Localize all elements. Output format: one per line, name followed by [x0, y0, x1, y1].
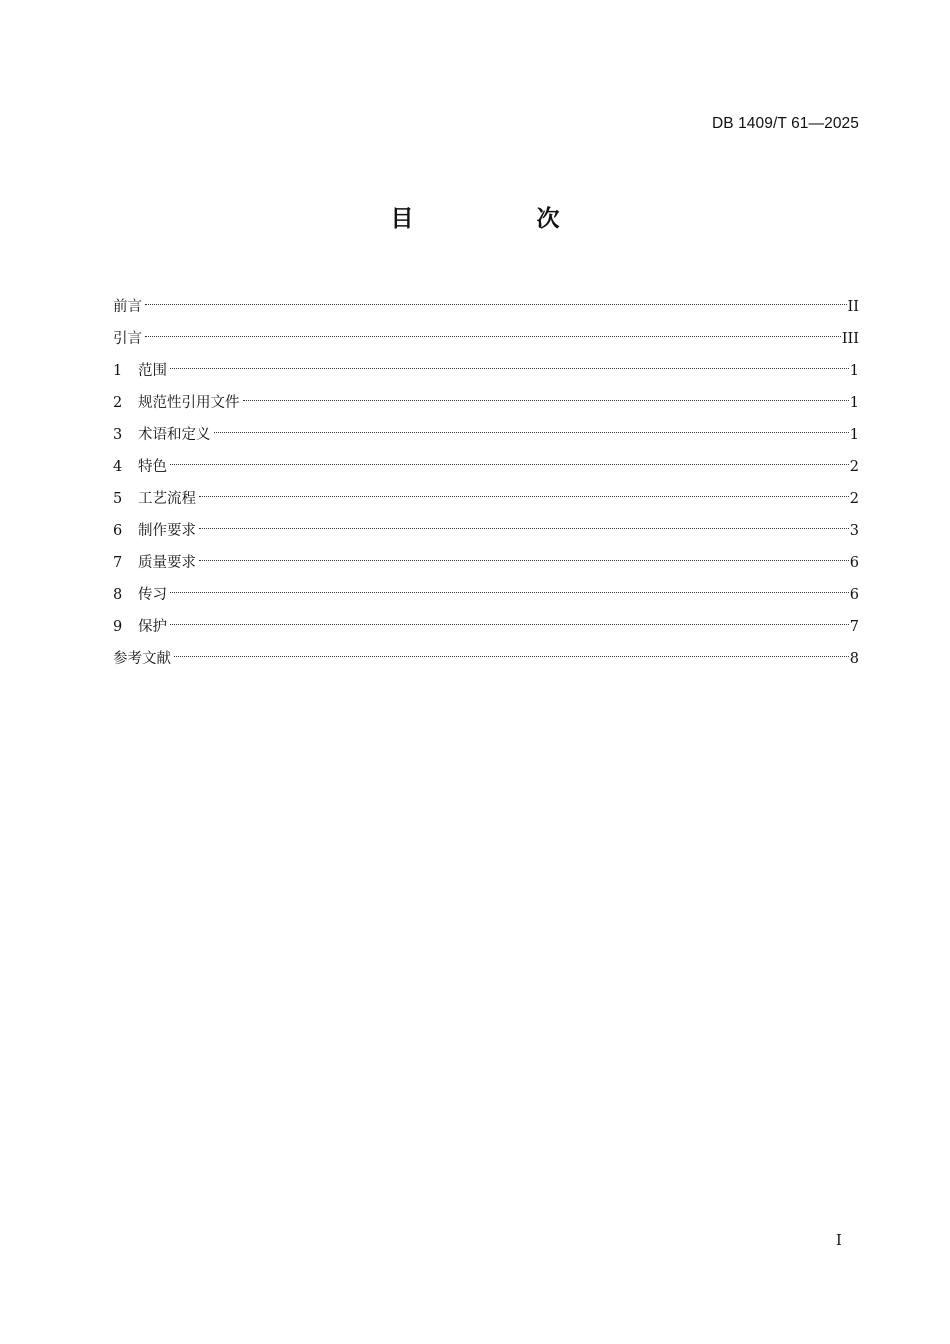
toc-entry-number: 8	[113, 587, 123, 603]
toc-entry-page: 3	[849, 523, 859, 539]
toc-leader-dots	[241, 383, 849, 407]
toc-entry-number: 1	[113, 363, 123, 379]
toc-entry-label: 范围	[138, 363, 167, 379]
toc-entry-number: 6	[113, 523, 123, 539]
toc-leader-dots	[197, 543, 849, 567]
toc-entry-4[interactable]	[113, 447, 859, 479]
toc-entry-8[interactable]	[113, 575, 859, 607]
toc-entry-3[interactable]	[113, 415, 859, 447]
toc-leader-dots	[197, 479, 849, 503]
toc-entry-7[interactable]	[113, 543, 859, 575]
toc-entry-label: 保护	[138, 619, 167, 635]
toc-entry-page: 1	[849, 395, 859, 411]
toc-entry-label: 特色	[138, 459, 167, 475]
toc-leader-dots	[168, 447, 849, 471]
toc-leader-dots	[172, 639, 849, 663]
toc-entry-page: 6	[849, 555, 859, 571]
toc-entry-label: 参考文献	[113, 651, 171, 667]
toc-entry-number: 9	[113, 619, 123, 635]
toc-entry-6[interactable]	[113, 511, 859, 543]
toc-entry-5[interactable]	[113, 479, 859, 511]
toc-entry-label: 术语和定义	[138, 427, 211, 443]
toc-entry-bibliography[interactable]	[113, 639, 859, 671]
toc-entry-page: 6	[849, 587, 859, 603]
toc-leader-dots	[168, 607, 849, 631]
toc-entry-page: III	[841, 331, 859, 347]
toc-leader-dots	[212, 415, 849, 439]
toc-entry-number: 5	[113, 491, 123, 507]
toc-entry-label: 前言	[113, 299, 142, 315]
page-title: 目 次	[390, 206, 610, 232]
table-of-contents	[113, 287, 859, 671]
toc-leader-dots	[143, 287, 847, 311]
toc-entry-page: 2	[849, 459, 859, 475]
toc-entry-label: 制作要求	[138, 523, 196, 539]
toc-leader-dots	[197, 511, 849, 535]
toc-entry-page: 1	[849, 363, 859, 379]
toc-entry-introduction[interactable]	[113, 319, 859, 351]
toc-entry-label: 工艺流程	[138, 491, 196, 507]
toc-leader-dots	[168, 575, 849, 599]
toc-entry-9[interactable]	[113, 607, 859, 639]
toc-entry-foreword[interactable]	[113, 287, 859, 319]
toc-entry-page: 8	[849, 651, 859, 667]
toc-leader-dots	[168, 351, 849, 375]
toc-entry-number: 4	[113, 459, 123, 475]
toc-leader-dots	[143, 319, 841, 343]
toc-entry-label: 质量要求	[138, 555, 196, 571]
toc-entry-label: 传习	[138, 587, 167, 603]
toc-entry-label: 引言	[113, 331, 142, 347]
toc-entry-label: 规范性引用文件	[138, 395, 240, 411]
toc-entry-2[interactable]	[113, 383, 859, 415]
page-number: I	[836, 1233, 842, 1249]
toc-entry-1[interactable]	[113, 351, 859, 383]
toc-entry-number: 2	[113, 395, 123, 411]
toc-entry-number: 7	[113, 555, 123, 571]
toc-entry-page: 1	[849, 427, 859, 443]
toc-entry-page: 7	[849, 619, 859, 635]
toc-entry-page: II	[847, 299, 859, 315]
toc-entry-number: 3	[113, 427, 123, 443]
standard-code: DB 1409/T 61—2025	[711, 115, 859, 132]
toc-entry-page: 2	[849, 491, 859, 507]
